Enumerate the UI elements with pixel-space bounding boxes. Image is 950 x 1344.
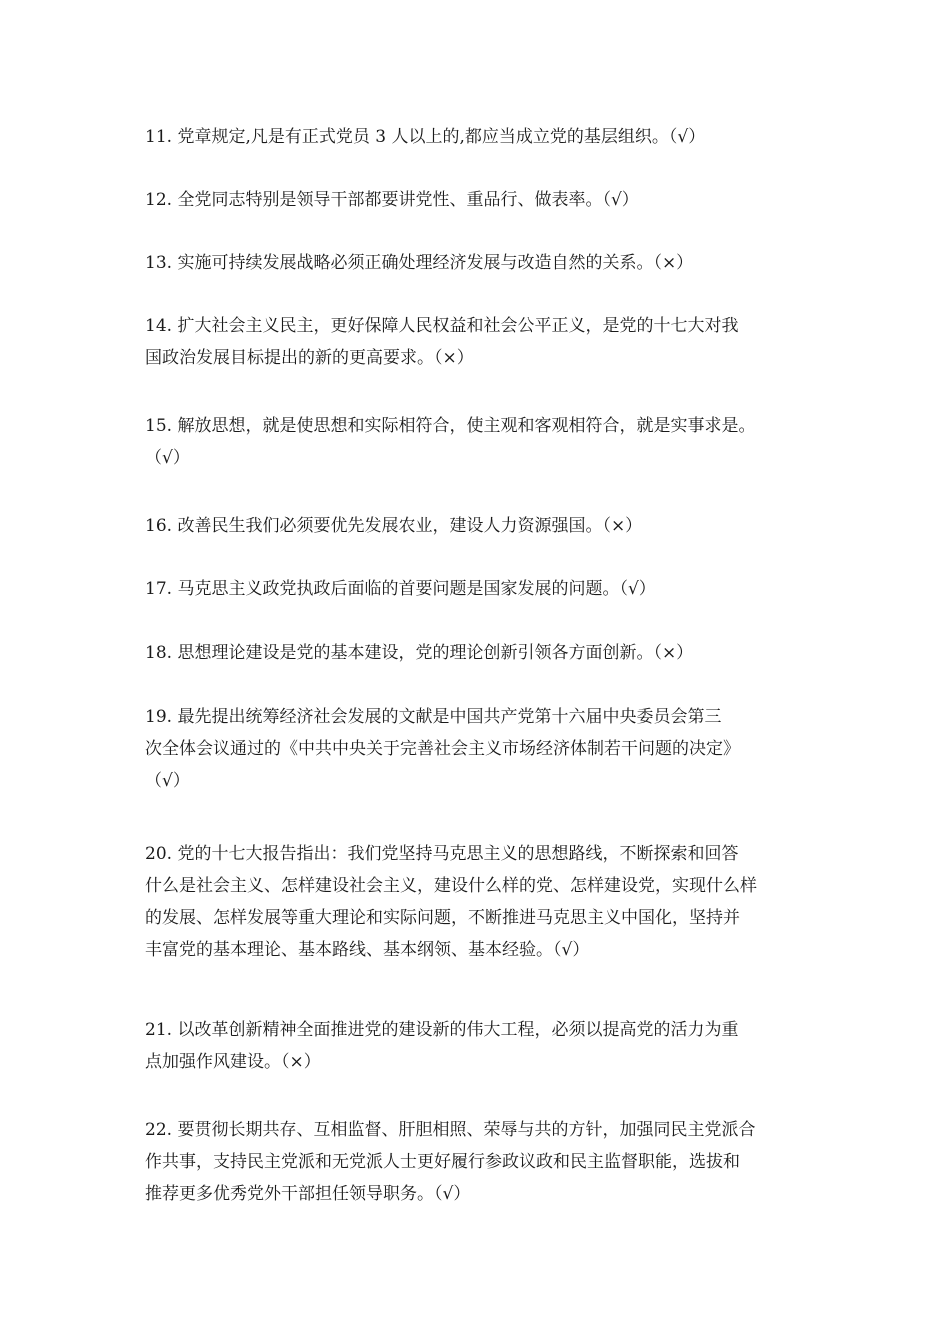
question-21 — [145, 1014, 810, 1078]
question-16 — [145, 510, 810, 542]
question-18 — [145, 637, 810, 669]
question-line: 的发展、怎样发展等重大理论和实际问题，不断推进马克思主义中国化，坚持并 — [145, 908, 740, 928]
question-line: 16. 改善民生我们必须要优先发展农业，建设人力资源强国。（×） — [145, 516, 643, 536]
question-line: 12. 全党同志特别是领导干部都要讲党性、重品行、做表率。（√） — [145, 190, 639, 210]
question-11 — [145, 121, 810, 153]
question-15 — [145, 410, 810, 474]
question-line: 国政治发展目标提出的新的更高要求。（×） — [145, 348, 474, 368]
question-line: 点加强作风建设。（×） — [145, 1052, 321, 1072]
question-19 — [145, 701, 810, 797]
question-line: 22. 要贯彻长期共存、互相监督、肝胆相照、荣辱与共的方针，加强同民主党派合 — [145, 1120, 756, 1140]
question-17 — [145, 573, 810, 605]
question-line: 15. 解放思想，就是使思想和实际相符合，使主观和客观相符合，就是实事求是。 — [145, 416, 756, 436]
question-line: 17. 马克思主义政党执政后面临的首要问题是国家发展的问题。（√） — [145, 579, 656, 599]
question-line: 作共事，支持民主党派和无党派人士更好履行参政议政和民主监督职能，选拔和 — [145, 1152, 740, 1172]
question-22 — [145, 1114, 810, 1210]
question-line: 什么是社会主义、怎样建设社会主义，建设什么样的党、怎样建设党，实现什么样 — [145, 876, 757, 896]
question-14 — [145, 310, 810, 374]
question-13 — [145, 247, 810, 279]
question-line: 18. 思想理论建设是党的基本建设，党的理论创新引领各方面创新。（×） — [145, 643, 694, 663]
question-12 — [145, 184, 810, 216]
question-line: 推荐更多优秀党外干部担任领导职务。（√） — [145, 1184, 471, 1204]
question-line: 11. 党章规定,凡是有正式党员 3 人以上的,都应当成立党的基层组织。（√） — [145, 127, 706, 147]
question-line: （√） — [145, 771, 190, 791]
question-20 — [145, 838, 810, 966]
question-line: 21. 以改革创新精神全面推进党的建设新的伟大工程，必须以提高党的活力为重 — [145, 1020, 739, 1040]
question-line: （√） — [145, 448, 190, 468]
question-line: 丰富党的基本理论、基本路线、基本纲领、基本经验。（√） — [145, 940, 590, 960]
question-line: 14. 扩大社会主义民主，更好保障人民权益和社会公平正义，是党的十七大对我 — [145, 316, 739, 336]
question-line: 次全体会议通过的《中共中央关于完善社会主义市场经济体制若干问题的决定》 — [145, 739, 740, 759]
question-line: 20. 党的十七大报告指出：我们党坚持马克思主义的思想路线，不断探索和回答 — [145, 844, 739, 864]
question-line: 13. 实施可持续发展战略必须正确处理经济发展与改造自然的关系。（×） — [145, 253, 694, 273]
question-line: 19. 最先提出统筹经济社会发展的文献是中国共产党第十六届中央委员会第三 — [145, 707, 722, 727]
